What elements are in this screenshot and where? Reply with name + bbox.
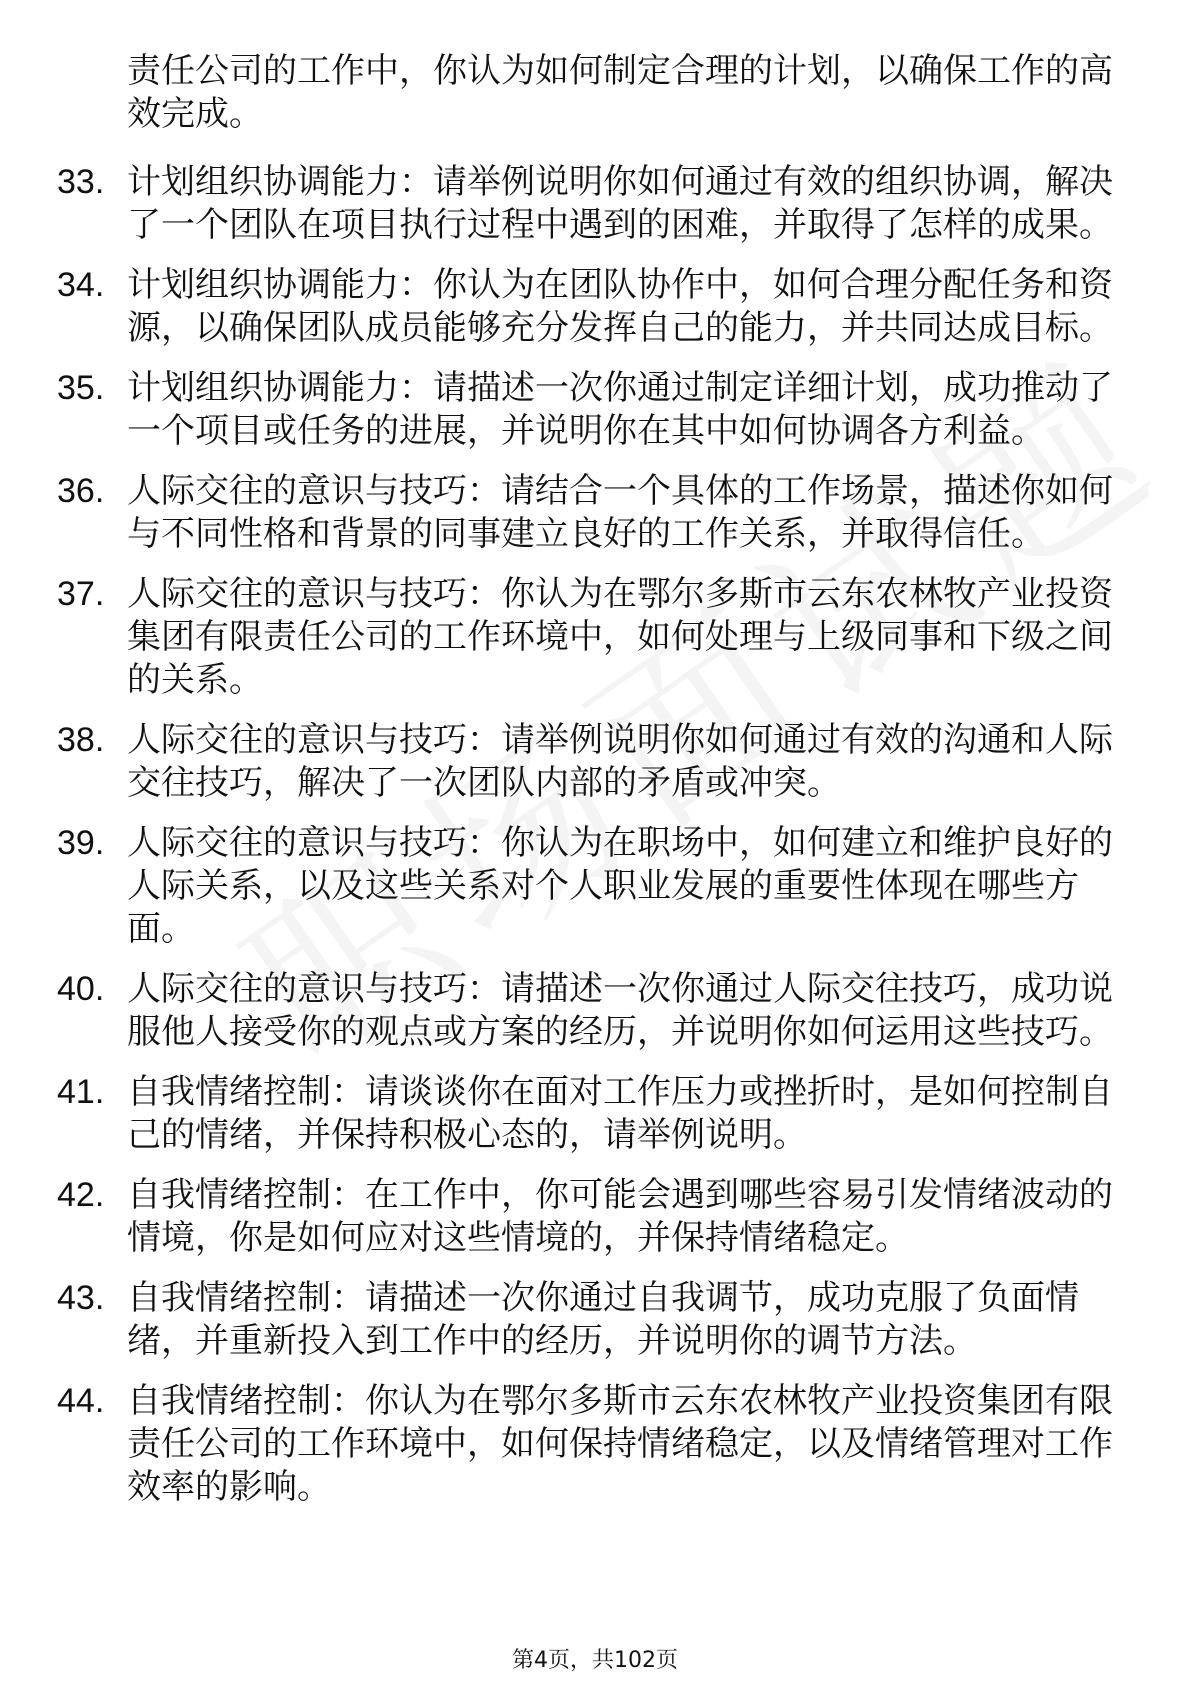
- question-number: 42.: [57, 1176, 105, 1214]
- question-item: [57, 367, 1122, 453]
- question-item: [57, 161, 1122, 247]
- question-text: 计划组织协调能力：你认为在团队协作中，如何合理分配任务和资源，以确保团队成员能够充分发挥自己的能力，并共同达成目标。: [127, 265, 1113, 348]
- question-text: 人际交往的意识与技巧：你认为在职场中，如何建立和维护良好的人际关系，以及这些关系对个人职业发展的重要性体现在哪些方面。: [127, 823, 1113, 949]
- question-text: 自我情绪控制：在工作中，你可能会遇到哪些容易引发情绪波动的情境，你是如何应对这些情境的，并保持情绪稳定。: [127, 1175, 1113, 1258]
- question-text: 人际交往的意识与技巧：请举例说明你如何通过有效的沟通和人际交往技巧，解决了一次团队内部的矛盾或冲突。: [127, 720, 1113, 803]
- question-text: 人际交往的意识与技巧：请结合一个具体的工作场景，描述你如何与不同性格和背景的同事建立良好的工作关系，并取得信任。: [127, 471, 1113, 554]
- question-number: 40.: [57, 970, 105, 1008]
- question-number: 44.: [57, 1382, 105, 1420]
- question-text: 自我情绪控制：你认为在鄂尔多斯市云东农林牧产业投资集团有限责任公司的工作环境中，如何保持情绪稳定，以及情绪管理对工作效率的影响。: [127, 1381, 1113, 1507]
- question-item: [57, 264, 1122, 350]
- question-item: [57, 1071, 1122, 1157]
- question-text: 计划组织协调能力：请描述一次你通过制定详细计划，成功推动了一个项目或任务的进展，并说明你在其中如何协调各方利益。: [127, 368, 1113, 451]
- question-number: 37.: [57, 575, 105, 613]
- page-number-footer: 第4页，共102页: [512, 1648, 678, 1673]
- question-text: 自我情绪控制：请谈谈你在面对工作压力或挫折时，是如何控制自己的情绪，并保持积极心态的，请举例说明。: [127, 1072, 1113, 1155]
- question-item: [57, 1380, 1122, 1509]
- question-number: 43.: [57, 1279, 105, 1317]
- question-number: 38.: [57, 721, 105, 759]
- question-item: [57, 573, 1122, 702]
- question-text: 自我情绪控制：请描述一次你通过自我调节，成功克服了负面情绪，并重新投入到工作中的经历，并说明你的调节方法。: [127, 1278, 1079, 1361]
- question-number: 36.: [57, 472, 105, 510]
- question-number: 34.: [57, 266, 105, 304]
- question-number: 39.: [57, 824, 105, 862]
- continued-question-text: 责任公司的工作中，你认为如何制定合理的计划，以确保工作的高效完成。: [127, 51, 1113, 134]
- question-text: 人际交往的意识与技巧：你认为在鄂尔多斯市云东农林牧产业投资集团有限责任公司的工作环境中，如何处理与上级同事和下级之间的关系。: [127, 574, 1113, 700]
- question-text: 人际交往的意识与技巧：请描述一次你通过人际交往技巧，成功说服他人接受你的观点或方案的经历，并说明你如何运用这些技巧。: [127, 969, 1113, 1052]
- question-item: [57, 719, 1122, 805]
- question-item: [57, 1174, 1122, 1260]
- question-number: 41.: [57, 1073, 105, 1111]
- question-number: 35.: [57, 369, 105, 407]
- question-item: [57, 968, 1122, 1054]
- question-text: 计划组织协调能力：请举例说明你如何通过有效的组织协调，解决了一个团队在项目执行过程中遇到的困难，并取得了怎样的成果。: [127, 162, 1113, 245]
- question-item: [57, 1277, 1122, 1363]
- question-item: [57, 822, 1122, 951]
- question-item: [57, 470, 1122, 556]
- question-number: 33.: [57, 163, 105, 201]
- question-list: [57, 161, 1122, 1526]
